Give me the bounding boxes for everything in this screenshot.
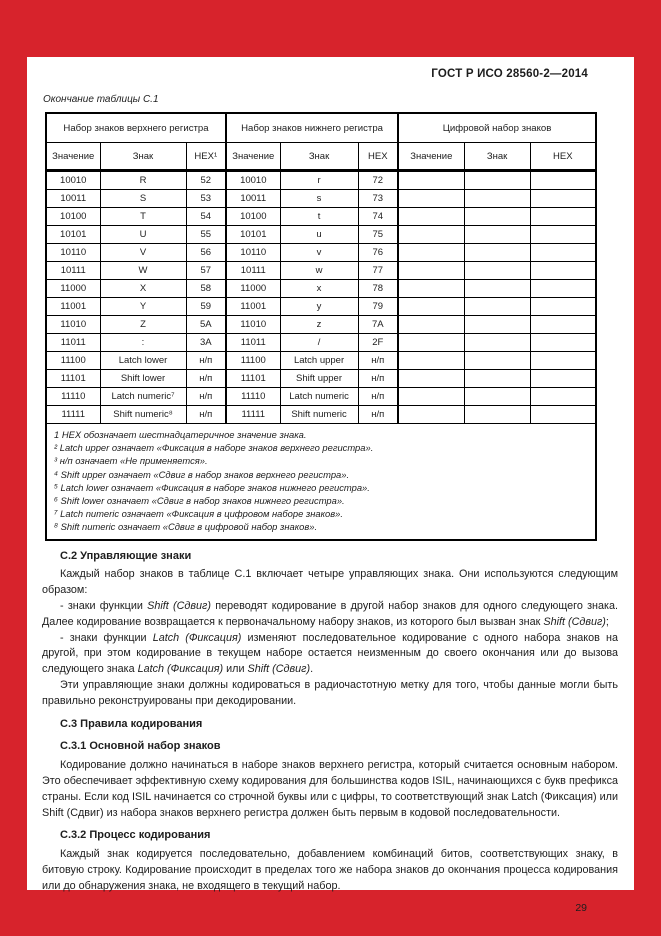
cell: н/п [358, 370, 398, 388]
cell [398, 280, 464, 298]
cell: Z [100, 316, 186, 334]
cell: 10101 [226, 226, 280, 244]
italic-term: Shift (Сдвиг) [147, 600, 211, 613]
cell [530, 190, 596, 208]
cell: 10100 [46, 208, 100, 226]
cell [530, 262, 596, 280]
paragraph-bullet [42, 599, 618, 631]
cell [398, 316, 464, 334]
cell [464, 208, 530, 226]
table-row [46, 171, 596, 190]
cell [530, 280, 596, 298]
cell: 10111 [226, 262, 280, 280]
table-row [46, 388, 596, 406]
cell: 55 [186, 226, 226, 244]
cell [530, 388, 596, 406]
cell: 11000 [46, 280, 100, 298]
table-row [46, 262, 596, 280]
cell [464, 190, 530, 208]
cell [530, 244, 596, 262]
table-column-header-row [46, 143, 596, 171]
cell [398, 334, 464, 352]
table-footnotes [46, 424, 596, 540]
section-heading-c3: С.3 Правила кодирования [60, 717, 203, 730]
table-caption: Окончание таблицы С.1 [43, 94, 159, 105]
group-header-lower: Набор знаков нижнего регистра [226, 113, 398, 143]
cell [530, 298, 596, 316]
cell [530, 406, 596, 424]
cell: н/п [186, 388, 226, 406]
cell [398, 370, 464, 388]
cell [530, 171, 596, 190]
cell: 10010 [226, 171, 280, 190]
text-segment: - знаки функции [60, 631, 153, 644]
cell: н/п [186, 370, 226, 388]
cell [398, 171, 464, 190]
cell: 74 [358, 208, 398, 226]
cell: z [280, 316, 358, 334]
cell [530, 334, 596, 352]
paragraph: Эти управляющие знаки должны кодироваться в радиочастотную метку для того, чтобы данные могли быть правильно реконструированы при декодировании. [42, 679, 618, 707]
cell: 3A [186, 334, 226, 352]
cell [464, 280, 530, 298]
table-row [46, 280, 596, 298]
paragraph: Каждый набор знаков в таблице С.1 включает четыре управляющих знака. Они используются следующим образом: [42, 568, 618, 597]
text-segment: . [310, 663, 314, 676]
table-footnotes-row [46, 424, 596, 540]
paragraph: Кодирование должно начинаться в наборе знаков верхнего регистра, который считается основным набором. Это обеспечивает эффективную схему кодирования для большинства кодов ISIL, начинающихся с букв префикса страны. Если код ISIL начинается со строчной буквы или с цифры, то соответствующий знак Latch (Фиксация) или Shift (Сдвиг) из набора знаков верхнего регистра должен быть первым в кодовой последовательности. [42, 759, 618, 819]
cell: 78 [358, 280, 398, 298]
cell: 11100 [46, 352, 100, 370]
table-row [46, 352, 596, 370]
cell: 2F [358, 334, 398, 352]
column-header: HEX [358, 143, 398, 171]
cell: 5A [186, 316, 226, 334]
table-row [46, 226, 596, 244]
page-number: 29 [575, 901, 587, 914]
cell: 11000 [226, 280, 280, 298]
cell: 56 [186, 244, 226, 262]
cell: 11101 [46, 370, 100, 388]
text-segment: - знаки функции [60, 600, 148, 613]
cell: н/п [186, 352, 226, 370]
italic-term: Shift (Сдвиг) [543, 615, 606, 628]
body-sections [42, 549, 618, 895]
cell [398, 406, 464, 424]
cell: S [100, 190, 186, 208]
cell: w [280, 262, 358, 280]
cell: 75 [358, 226, 398, 244]
cell: 11011 [46, 334, 100, 352]
cell: 76 [358, 244, 398, 262]
cell: 10101 [46, 226, 100, 244]
cell [530, 226, 596, 244]
column-header: Знак [280, 143, 358, 171]
section-heading-c32: С.3.2 Процесс кодирования [60, 829, 211, 842]
cell: 10011 [226, 190, 280, 208]
cell [398, 352, 464, 370]
table-row [46, 406, 596, 424]
cell [464, 316, 530, 334]
text-segment: изменяют последовательное кодирование с одного набора знаков на другой, при этом кодирование в текущем наборе остается неизменным до своего окончания или до вызова следующего знака [42, 631, 618, 676]
cell: 10110 [226, 244, 280, 262]
cell: s [280, 190, 358, 208]
cell: t [280, 208, 358, 226]
cell [464, 352, 530, 370]
cell: 11001 [226, 298, 280, 316]
cell: 59 [186, 298, 226, 316]
italic-term: Shift (Сдвиг) [247, 663, 311, 676]
table-body [46, 171, 596, 424]
cell [398, 226, 464, 244]
footnote-line: ⁷ Latch numeric означает «Фиксация в цифровом наборе знаков». [54, 508, 343, 520]
cell [398, 298, 464, 316]
cell: 52 [186, 171, 226, 190]
column-header: Знак [464, 143, 530, 171]
document-header: ГОСТ Р ИСО 28560-2—2014 [431, 68, 588, 80]
cell [464, 226, 530, 244]
section-heading-c2: С.2 Управляющие знаки [60, 549, 192, 562]
document-page [27, 57, 634, 914]
cell: / [280, 334, 358, 352]
table-row [46, 316, 596, 334]
cell [398, 190, 464, 208]
cell [530, 370, 596, 388]
cell: Shift numeric⁸ [100, 406, 186, 424]
cell: 11111 [46, 406, 100, 424]
cell [464, 370, 530, 388]
cell: 11111 [226, 406, 280, 424]
cell: 10010 [46, 171, 100, 190]
cell: 11110 [46, 388, 100, 406]
column-header: Знак [100, 143, 186, 171]
paragraph-bullet [42, 631, 618, 678]
cell: U [100, 226, 186, 244]
cell: T [100, 208, 186, 226]
cell: 11011 [226, 334, 280, 352]
cell [398, 388, 464, 406]
cell: 73 [358, 190, 398, 208]
cell [464, 298, 530, 316]
cell: 10110 [46, 244, 100, 262]
footnote-line: 1 HEX обозначает шестнадцатеричное значение знака. [54, 429, 307, 440]
cell: r [280, 171, 358, 190]
cell: x [280, 280, 358, 298]
cell: н/п [358, 406, 398, 424]
table-row [46, 334, 596, 352]
cell [530, 352, 596, 370]
column-header: HEX¹ [186, 143, 226, 171]
cell: 54 [186, 208, 226, 226]
footnote-line: ² Latch upper означает «Фиксация в наборе знаков верхнего регистра». [54, 442, 374, 454]
cell: 57 [186, 262, 226, 280]
cell [464, 406, 530, 424]
footnote-line: ⁴ Shift upper означает «Сдвиг в набор знаков верхнего регистра». [54, 468, 350, 480]
cell: 7A [358, 316, 398, 334]
cell: Shift upper [280, 370, 358, 388]
cell [530, 316, 596, 334]
cell: 77 [358, 262, 398, 280]
group-header-numeric: Цифровой набор знаков [398, 113, 596, 143]
cell [464, 334, 530, 352]
cell: 11100 [226, 352, 280, 370]
table-row [46, 370, 596, 388]
table-row [46, 190, 596, 208]
text-segment: ; [605, 615, 609, 628]
column-header: Значение [398, 143, 464, 171]
footnote-line: ⁵ Latch lower означает «Фиксация в наборе знаков нижнего регистра». [54, 481, 370, 493]
cell [398, 262, 464, 280]
cell: 10100 [226, 208, 280, 226]
cell: R [100, 171, 186, 190]
section-heading-c31: С.3.1 Основной набор знаков [60, 740, 221, 753]
cell: н/п [358, 352, 398, 370]
paragraph: Каждый знак кодируется последовательно, добавлением комбинаций битов, соответствующих знаку, в битовую строку. Кодирование происходит в пределах того же набора знаков до окончания процесса кодирования или до обнаружения знака, не входящего в текущий набор. [42, 848, 618, 892]
italic-term: Latch (Фиксация) [152, 631, 242, 644]
footnote-line: ⁶ Shift lower означает «Сдвиг в набор знаков нижнего регистра». [54, 495, 345, 507]
cell: Latch upper [280, 352, 358, 370]
cell [398, 208, 464, 226]
cell: 58 [186, 280, 226, 298]
cell: 72 [358, 171, 398, 190]
cell: н/п [186, 406, 226, 424]
cell [464, 262, 530, 280]
cell: v [280, 244, 358, 262]
cell: V [100, 244, 186, 262]
cell [464, 244, 530, 262]
column-header: Значение [46, 143, 100, 171]
cell: Shift numeric [280, 406, 358, 424]
cell: X [100, 280, 186, 298]
table-row [46, 298, 596, 316]
footnote-line: ³ н/п означает «Не применяется». [54, 455, 208, 467]
cell: u [280, 226, 358, 244]
column-header: HEX [530, 143, 596, 171]
cell: Y [100, 298, 186, 316]
cell: 11110 [226, 388, 280, 406]
table-row [46, 244, 596, 262]
table-group-header-row [46, 113, 596, 143]
cell: y [280, 298, 358, 316]
cell: 10111 [46, 262, 100, 280]
cell: 11010 [46, 316, 100, 334]
cell: W [100, 262, 186, 280]
italic-term: Latch (Фиксация) [137, 663, 224, 676]
cell: Shift lower [100, 370, 186, 388]
cell: 79 [358, 298, 398, 316]
text-segment: переводят кодирование в другой набор знаков для одного следующего знака. Далее кодирование возвращается к первоначальному набору знаков, из которого был вызван знак [42, 600, 618, 628]
cell: 11001 [46, 298, 100, 316]
cell: 11010 [226, 316, 280, 334]
cell: 53 [186, 190, 226, 208]
column-header: Значение [226, 143, 280, 171]
cell [464, 171, 530, 190]
cell: н/п [358, 388, 398, 406]
cell: Latch numeric⁷ [100, 388, 186, 406]
cell [398, 244, 464, 262]
cell: : [100, 334, 186, 352]
text-segment: или [223, 663, 248, 676]
group-header-upper: Набор знаков верхнего регистра [46, 113, 226, 143]
cell [530, 208, 596, 226]
cell: Latch numeric [280, 388, 358, 406]
cell [464, 388, 530, 406]
footnote-line: ⁸ Shift numeric означает «Сдвиг в цифровой набор знаков». [54, 521, 318, 533]
cell: 11101 [226, 370, 280, 388]
cell: Latch lower [100, 352, 186, 370]
table-row [46, 208, 596, 226]
cell: 10011 [46, 190, 100, 208]
character-set-table [45, 112, 597, 541]
